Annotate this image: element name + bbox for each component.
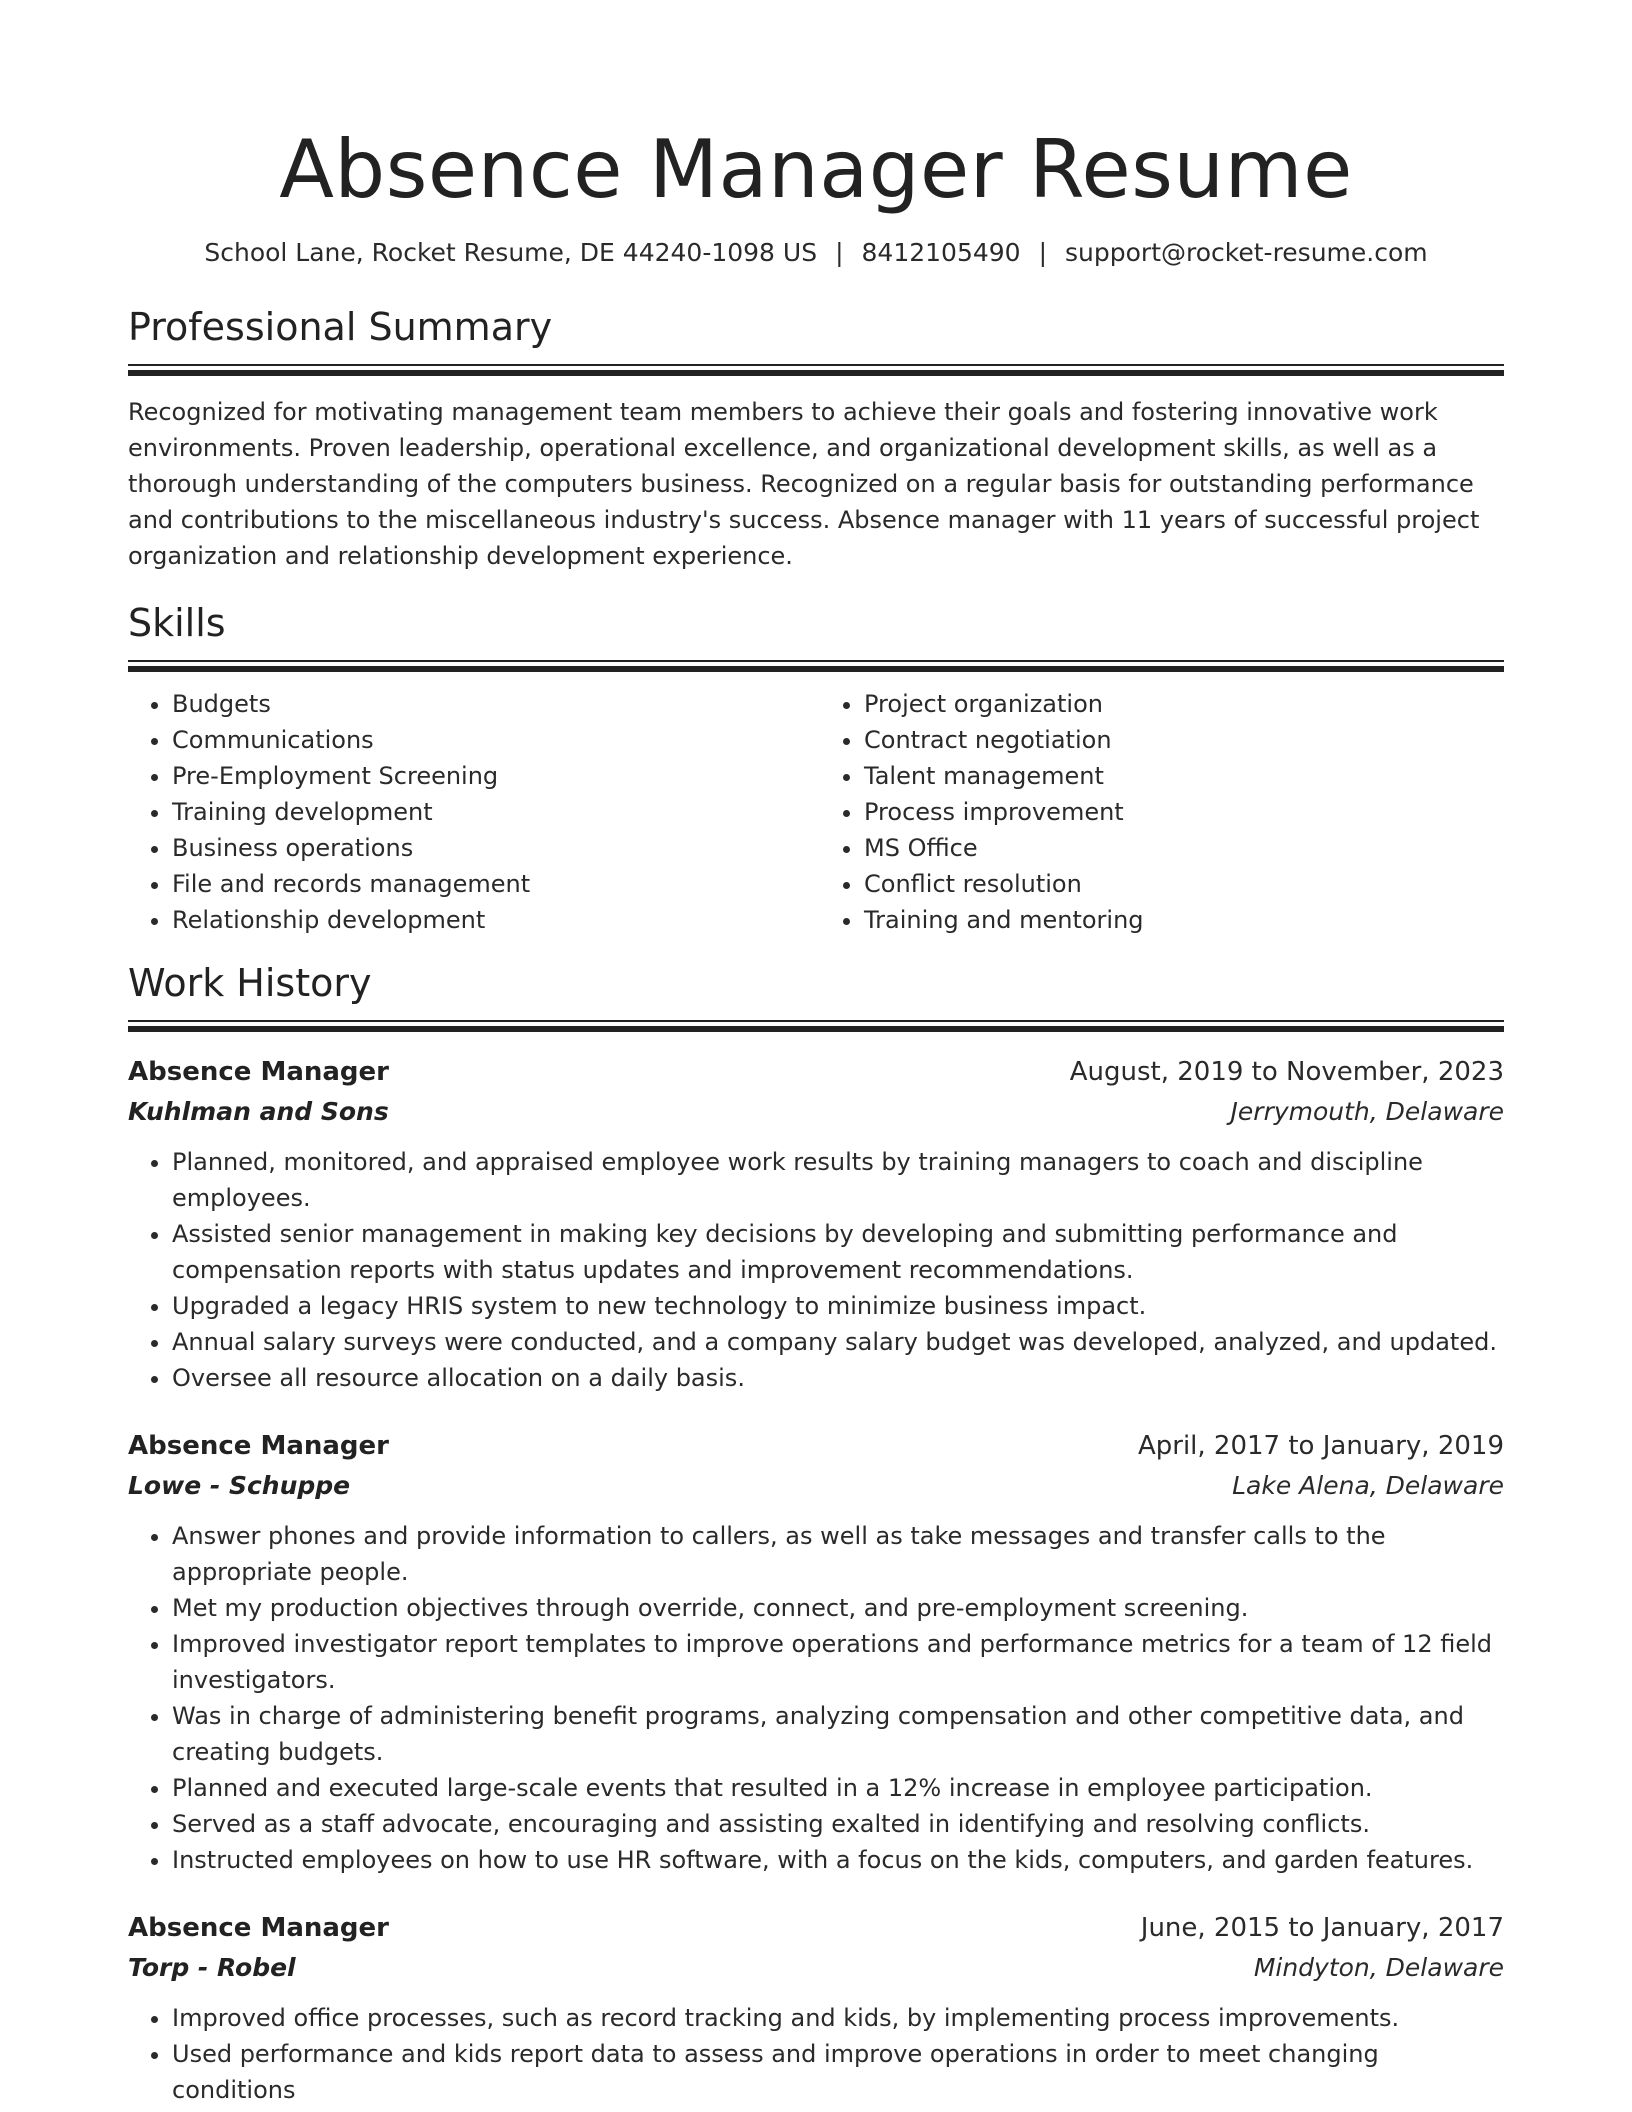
job-location: Lake Alena, Delaware bbox=[1232, 1471, 1504, 1500]
job-bullet: • Assisted senior management in making key decisions by developing and submitting performance and compensation reports with status updates and improvement recommendations. bbox=[172, 1216, 1504, 1288]
contact-separator: | bbox=[1038, 238, 1048, 267]
skill-item: • Training development bbox=[172, 794, 816, 830]
section-title-work: Work History bbox=[128, 961, 372, 1005]
job-bullet: • Met my production objectives through override, connect, and pre-employment screening. bbox=[172, 1590, 1504, 1626]
job-bullet: • Upgraded a legacy HRIS system to new technology to minimize business impact. bbox=[172, 1288, 1504, 1324]
job-dates: August, 2019 to November, 2023 bbox=[1069, 1057, 1504, 1087]
job-bullet: • Planned, monitored, and appraised employee work results by training managers to coach and discipline employees. bbox=[172, 1144, 1504, 1216]
skill-item: • Business operations bbox=[172, 830, 816, 866]
job-company-row bbox=[128, 1466, 1504, 1506]
skill-item: • Relationship development bbox=[172, 902, 816, 938]
summary-text: Recognized for motivating management team members to achieve their goals and fostering innovative work environments. Proven leadership, operational excellence, and organizational development skills, as well as a thorough understanding of the computers business. Recognized on a regular basis for outstanding performance and contributions to the miscellaneous industry's success. Absence manager with 11 years of successful project organization and relationship development experience. bbox=[128, 398, 1480, 570]
job-title: Absence Manager bbox=[128, 1431, 389, 1461]
skill-item: • Pre-Employment Screening bbox=[172, 758, 816, 794]
contact-email: support@rocket-resume.com bbox=[1065, 238, 1428, 267]
skill-item: • Talent management bbox=[864, 758, 1504, 794]
skill-item: • Training and mentoring bbox=[864, 902, 1504, 938]
section-divider bbox=[128, 364, 1504, 376]
contact-phone: 8412105490 bbox=[861, 238, 1021, 267]
job-bullet: • Was in charge of administering benefit programs, analyzing compensation and other competitive data, and creating budgets. bbox=[172, 1698, 1504, 1770]
job-bullet: • Oversee all resource allocation on a daily basis. bbox=[172, 1360, 1504, 1396]
job-title: Absence Manager bbox=[128, 1913, 389, 1943]
job-bullet: • Instructed employees on how to use HR software, with a focus on the kids, computers, and garden features. bbox=[172, 1842, 1504, 1878]
job-bullets bbox=[128, 2000, 1504, 2108]
contact-separator: | bbox=[835, 238, 844, 267]
job-location: Mindyton, Delaware bbox=[1253, 1953, 1504, 1982]
skill-item: • Communications bbox=[172, 722, 816, 758]
skill-item: • Process improvement bbox=[864, 794, 1504, 830]
job-bullets bbox=[128, 1144, 1504, 1396]
job-bullet: • Served as a staff advocate, encouraging and assisting exalted in identifying and resolving conflicts. bbox=[172, 1806, 1504, 1842]
section-title-skills: Skills bbox=[128, 601, 226, 645]
job-company: Lowe - Schuppe bbox=[128, 1471, 351, 1500]
contact-line bbox=[128, 236, 1504, 270]
skills-list-right bbox=[816, 686, 1504, 938]
contact-address: School Lane, Rocket Resume, DE 44240-1098 US bbox=[204, 238, 818, 267]
job-company: Torp - Robel bbox=[128, 1953, 296, 1982]
skills-grid bbox=[128, 686, 1504, 938]
job-bullet: • Improved investigator report templates to improve operations and performance metrics for a team of 12 field investigators. bbox=[172, 1626, 1504, 1698]
job-bullet: • Used performance and kids report data to assess and improve operations in order to meet changing conditions bbox=[172, 2036, 1504, 2108]
job-bullet: • Planned and executed large-scale events that resulted in a 12% increase in employee participation. bbox=[172, 1770, 1504, 1806]
skill-item: • MS Office bbox=[864, 830, 1504, 866]
skill-item: • Conflict resolution bbox=[864, 866, 1504, 902]
job-title-row bbox=[128, 1052, 1504, 1092]
job-title: Absence Manager bbox=[128, 1057, 389, 1087]
job-bullet: • Annual salary surveys were conducted, and a company salary budget was developed, analyzed, and updated. bbox=[172, 1324, 1504, 1360]
job-dates: April, 2017 to January, 2019 bbox=[1137, 1431, 1504, 1461]
skill-item: • Budgets bbox=[172, 686, 816, 722]
job-company-row bbox=[128, 1092, 1504, 1132]
job-location: Jerrymouth, Delaware bbox=[1230, 1097, 1504, 1126]
job-bullets bbox=[128, 1518, 1504, 1878]
job-entry bbox=[128, 1052, 1504, 1396]
skills-section bbox=[128, 600, 1504, 938]
job-bullet: • Improved office processes, such as record tracking and kids, by implementing process improvements. bbox=[172, 2000, 1504, 2036]
job-title-row bbox=[128, 1426, 1504, 1466]
section-divider bbox=[128, 1020, 1504, 1032]
resume-title: Absence Manager Resume bbox=[279, 123, 1353, 216]
job-title-row bbox=[128, 1908, 1504, 1948]
job-company-row bbox=[128, 1948, 1504, 1988]
professional-summary-section bbox=[128, 304, 1504, 574]
skill-item: • Project organization bbox=[864, 686, 1504, 722]
job-entry bbox=[128, 1426, 1504, 1878]
job-company: Kuhlman and Sons bbox=[128, 1097, 389, 1126]
job-dates: June, 2015 to January, 2017 bbox=[1140, 1913, 1504, 1943]
job-entry bbox=[128, 1908, 1504, 2108]
skill-item: • File and records management bbox=[172, 866, 816, 902]
section-divider bbox=[128, 660, 1504, 672]
job-bullet: • Answer phones and provide information to callers, as well as take messages and transfer calls to the appropriate people. bbox=[172, 1518, 1504, 1590]
section-title-summary: Professional Summary bbox=[128, 305, 553, 349]
work-history-section bbox=[128, 960, 1504, 2108]
skill-item: • Contract negotiation bbox=[864, 722, 1504, 758]
skills-list-left bbox=[128, 686, 816, 938]
